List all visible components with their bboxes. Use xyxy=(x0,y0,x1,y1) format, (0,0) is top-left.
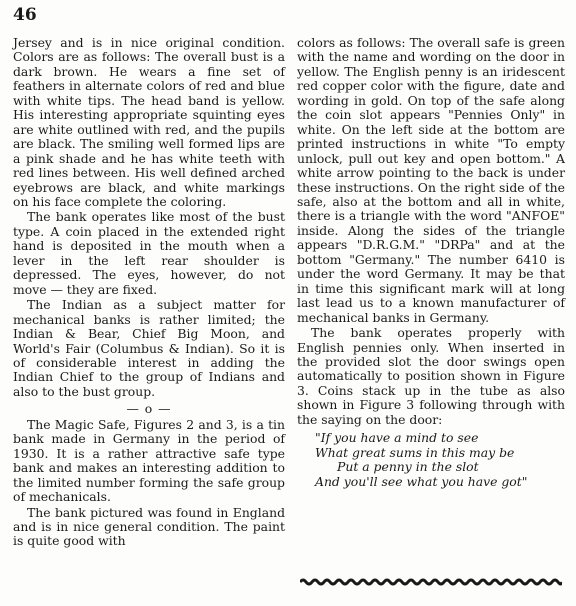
decorative-wavy-rule xyxy=(300,578,562,586)
paragraph: colors as follows: The overall safe is green with the name and wording on the door in yellow. The English penny is an iridescent red copper color with the figure, date and wording in gold. On top of the safe along the coin slot appears "Pennies Only" in white. On the left side at the bottom are printed instructions in white "To empty unlock, pull out key and open bottom." A white arrow pointing to the back is under these instructions. On the right side of the safe, also at the bottom and all in white, there is a triangle with the word "ANFOE" inside. Along the sides of the triangle appears "D.R.G.M." "DRPa" and at the bottom "Germany." The number 6410 is under the word Germany. It may be that in time this significant mark will at long last lead us to a known manufacturer of mechanical banks in Germany. xyxy=(297,35,565,325)
left-column xyxy=(13,36,285,549)
paragraph: The bank operates properly with English pennies only. When inserted in the provided slot the door swings open automatically to position shown in Figure 3. Coins stack up in the tube as also shown in Figure 3 following through with the saying on the door: xyxy=(297,325,565,427)
section-separator: — o — xyxy=(126,401,172,417)
right-column xyxy=(297,36,565,489)
paragraph: The Indian as a subject matter for mechanical banks is rather limited; the Indian & Bear, Chief Big Moon, and World's Fair (Columbus & Indian). So it is of considerable interest in adding the Indian Chief to the group of Indians and also to the bust group. xyxy=(13,297,285,399)
paragraph: The Magic Safe, Figures 2 and 3, is a tin bank made in Germany in the period of 1930. It is a rather attractive safe type bank and makes an interesting addition to the limited number forming the safe group of mechanicals. xyxy=(13,416,285,505)
paragraph: The bank operates like most of the bust type. A coin placed in the extended right hand is deposited in the mouth when a lever in the left rear shoulder is depressed. The eyes, however, do not move — they are fixed. xyxy=(13,209,285,297)
paragraph: The bank pictured was found in England and is in nice general condition. The paint is quite good with xyxy=(13,504,285,549)
page-number: 46 xyxy=(13,5,37,25)
paragraph: Jersey and is in nice original condition. Colors are as follows: The overall bust is a dark brown. He wears a fine set of feathers in alternate colors of red and blue with white tips. The head band is yellow. His interesting appropriate squinting eyes are white outlined with red, and the pupils are black. The smiling well formed lips are a pink shade and he has white teeth with red lines between. His well defined arched eyebrows are black, and white markings on his face complete the coloring. xyxy=(13,35,285,209)
poem-line: And you'll see what you have got" xyxy=(315,473,528,489)
poem-line: "If you have a mind to see xyxy=(315,430,479,446)
poem-line: Put a penny in the slot xyxy=(337,459,479,475)
poem xyxy=(315,431,565,489)
poem-line: What great sums in this may be xyxy=(315,444,515,460)
